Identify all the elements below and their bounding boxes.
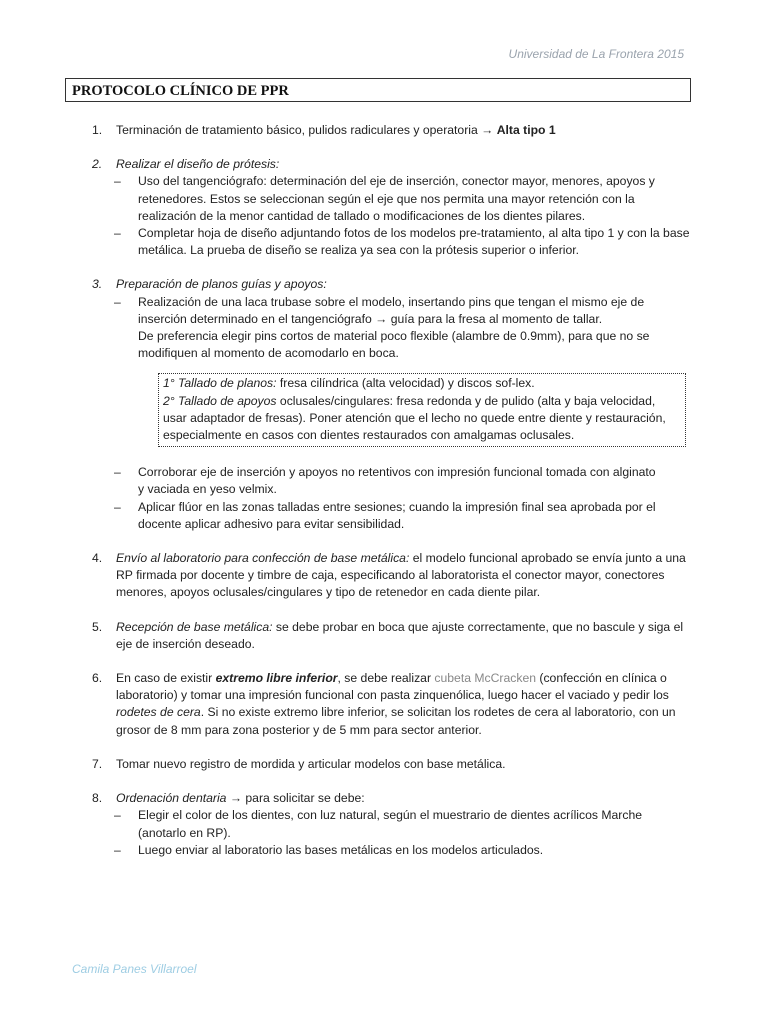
protocol-content <box>92 122 692 859</box>
sub-item: – Uso del tangenciógrafo: determinación del eje de inserción, conector mayor, menores, apoyos y retenedores. Estos se seleccionan según el eje que nos permita una mayor retención con la realización de la menor cantidad de tallado o modificaciones de los dientes pilares. <box>114 174 655 223</box>
footer-author: Camila Panes Villarroel <box>72 962 197 976</box>
sub-item: – Luego enviar al laboratorio las bases metálicas en los modelos articulados. <box>92 842 692 859</box>
dash-icon: – <box>114 842 121 857</box>
item-1-bold: Alta tipo 1 <box>496 123 556 137</box>
dash-icon: – <box>114 294 121 309</box>
dash-icon: – <box>114 174 121 189</box>
tallado-apoyos-label: 2° Tallado de apoyos <box>163 393 277 408</box>
page-title: PROTOCOLO CLÍNICO DE PPR <box>65 78 691 102</box>
arrow-icon: → <box>229 791 243 806</box>
list-item-8: 8. Ordenación dentaria → para solicitar se debe: <box>92 791 365 806</box>
item-3-heading: Preparación de planos guías y apoyos: <box>116 277 327 292</box>
sub-item: – Corroborar eje de inserción y apoyos no retentivos con impresión funcional tomada con alginato y vaciada en yeso velmix. <box>114 465 656 497</box>
item-1-text: Terminación de tratamiento básico, pulidos radiculares y operatoria <box>116 123 478 137</box>
dash-icon: – <box>114 226 121 241</box>
list-item-7: 7. Tomar nuevo registro de mordida y articular modelos con base metálica. <box>92 756 506 771</box>
dash-icon: – <box>114 499 121 514</box>
tallado-box: 1° Tallado de planos: fresa cilíndrica (alta velocidad) y discos sof-lex. 2° Tallado de apoyos oclusales/cingulares: fresa redonda y de pulido (alta y baja velocidad, usar adaptador de fresas). Poner atención que el lecho no quede entre diente y restauración, especialmente en casos con dientes restaurados con amalgamas oclusales. <box>158 373 686 447</box>
item-4-heading: Envío al laboratorio para confección de base metálica: <box>116 551 410 566</box>
sub-item: – Aplicar flúor en las zonas talladas entre sesiones; cuando la impresión final sea aprobada por el docente aplicar adhesivo para evitar sensibilidad. <box>114 499 656 531</box>
list-item-3: 3. Preparación de planos guías y apoyos: <box>92 277 327 292</box>
list-item-6: 6. En caso de existir extremo libre inferior, se debe realizar cubeta McCracken (confección en clínica o laboratorio) y tomar una impresión funcional con pasta zinquenólica, luego hacer el vaciado y pedir los rodetes de cera. Si no existe extremo libre inferior, se solicitan los rodetes de cera al laboratorio, con un grosor de 8 mm para zona posterior y de 5 mm para sector anterior. <box>92 671 676 737</box>
sub-item: – Realización de una laca trubase sobre el modelo, insertando pins que tengan el mismo eje de inserción determinado en el tangenciógrafo → guía para la fresa al momento de tallar. De preferencia elegir pins cortos de material poco flexible (alambre de 0.9mm), para que no se modifiquen al momento de acomodarlo en boca. <box>92 294 692 363</box>
list-item-4: 4. Envío al laboratorio para confección de base metálica: el modelo funcional aprobado se envía junto a una RP firmada por docente y timbre de caja, especificando al laboratorista el conector mayor, conectores menores, apoyos oclusales/cingulares y tipo de retenedor en cada diente pilar. <box>92 551 686 600</box>
rodetes-text: rodetes de cera <box>116 705 201 720</box>
header-institution: Universidad de La Frontera 2015 <box>508 47 684 61</box>
list-item-1: 1. Terminación de tratamiento básico, pulidos radiculares y operatoria → Alta tipo 1 <box>92 123 556 137</box>
sub-item: – Completar hoja de diseño adjuntando fotos de los modelos pre-tratamiento, al alta tipo 1 y con la base metálica. La prueba de diseño se realiza ya sea con la prótesis superior o inferior. <box>114 226 690 258</box>
arrow-icon: → <box>481 123 494 137</box>
tallado-planos-label: 1° Tallado de planos: <box>163 376 277 391</box>
item-5-heading: Recepción de base metálica: <box>116 619 273 634</box>
item-2-heading: Realizar el diseño de prótesis: <box>116 157 280 172</box>
arrow-icon: → <box>375 311 388 326</box>
item-8-heading: Ordenación dentaria <box>116 791 227 806</box>
list-item-2: 2. Realizar el diseño de prótesis: <box>92 157 280 172</box>
list-item-5: 5. Recepción de base metálica: se debe probar en boca que ajuste correctamente, que no bascule y siga el eje de inserción deseado. <box>92 619 684 651</box>
cubeta-link[interactable]: cubeta McCracken <box>434 671 537 686</box>
dash-icon: – <box>114 465 121 480</box>
sub-item: – Elegir el color de los dientes, con luz natural, según el muestrario de dientes acrílicos Marche (anotarlo en RP). <box>114 808 643 840</box>
sub-item-extra: De preferencia elegir pins cortos de material poco flexible (alambre de 0.9mm), para que no se modifiquen al momento de acomodarlo en boca. <box>138 329 650 361</box>
extremo-libre-text: extremo libre inferior <box>215 671 338 686</box>
dash-icon: – <box>114 808 121 823</box>
